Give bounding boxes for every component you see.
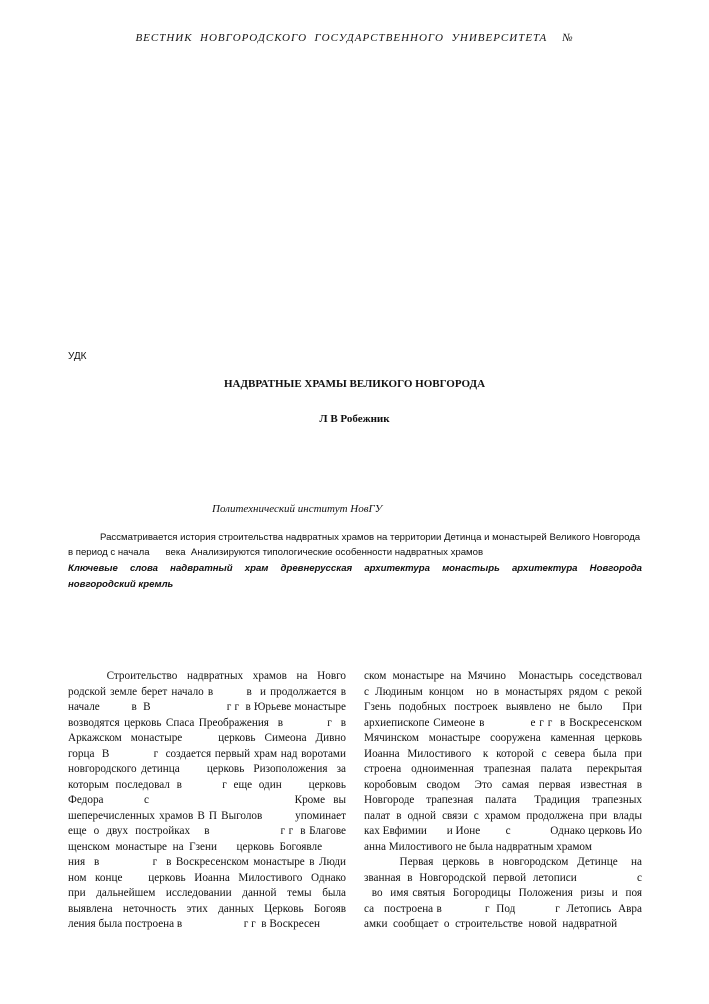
body-column-left [68,669,346,933]
body-text-line: анна Милостивого не была надвратным храмом [364,840,592,853]
abstract-line: в период с начала века Анализируются типологические особенности надвратных храмов [68,547,484,558]
keywords-line: Ключевые слова надвратный храм древнерусская архитектура монастырь архитектура Новгорода [68,563,642,574]
body-text-line: архиепископе Симеоне в е г г в Воскресенском [364,716,642,729]
body-text-line: возводятся церковь Спаса Преображения в г в [68,716,346,729]
body-text-line: коробовым сводом Это самая первая известная в [364,778,642,791]
body-text-line: шеперечисленных храмов В П Выголов упоминает [68,809,346,822]
author-name: Л В Робежник [319,413,390,425]
body-text-line: новгородского детинца церковь Ризоположения за [68,763,346,775]
body-column-right [364,669,642,933]
body-text-line: еще о двух постройках в г г в Благове [68,825,346,837]
udk-label: УДК [68,351,87,362]
body-text-line: Иоанна Милостивого к которой с севера была при [364,747,642,760]
body-text-line: выявлена неточность этих данных Церковь Богояв [68,902,346,915]
body-text-line: с Людиным концом но в монастырях рядом с рекой [364,685,642,698]
body-text-line: ках Евфимии и Ионе с Однако церковь Ио [364,825,642,837]
body-text-line: Аркажском монастыре церковь Симеона Дивно [68,732,346,744]
body-text-line: которым последовал в г еще один церковь [68,778,346,791]
body-text-line: Мячинском монастыре сооружена каменная церковь [364,732,642,744]
body-text-line: ном конце церковь Иоанна Милостивого Однако [68,871,346,884]
running-header: ВЕСТНИК НОВГОРОДСКОГО ГОСУДАРСТВЕННОГО УНИВЕРСИТЕТА № [135,32,574,44]
abstract-line: Рассматривается история строительства надвратных храмов на территории Детинца и монастырей Великого Новгорода [100,532,641,543]
body-text-line: горца В г создается первый храм над воротами [68,747,346,760]
body-text-line: начале в В г г в Юрьеве монастыре [68,701,346,713]
body-text-line: са построена в г Под г Летопись Авра [364,902,642,915]
body-text-line: Новгороде трапезная палата Традиция трапезных [364,794,642,806]
affiliation: Политехнический институт НовГУ [212,503,383,515]
body-text-line: Строительство надвратных храмов на Новго [68,670,346,682]
keywords-line: новгородский кремль [68,579,174,590]
body-text-line: родской земле берет начало в в и продолжается в [68,685,346,698]
body-text-line: Первая церковь в новгородском Детинце на [364,856,642,868]
article-title: НАДВРАТНЫЕ ХРАМЫ ВЕЛИКОГО НОВГОРОДА [223,378,486,390]
body-text-line: палат в одной связи с храмом продолжена при влады [364,809,642,822]
body-text-line: амки сообщает о строительстве новой надвратной [364,918,618,930]
body-text-line: во имя святыя Богородицы Положения ризы и поя [364,887,642,899]
body-text-line: ском монастыре на Мячино Монастырь соседствовал [364,670,642,682]
body-text-line: Федора с Кроме вы [68,794,346,806]
body-text-line: строена одноименная трапезная палата перекрытая [364,763,642,775]
body-text-line: ния в г в Воскресенском монастыре в Люди [68,856,346,868]
body-text-line: званная в Новгородской первой летописи с [364,871,642,884]
body-text-line: Гзень подобных построек выявлено не было При [364,701,642,713]
body-text-line: щенском монастыре на Гзени церковь Богоявле [68,840,323,853]
body-text-line: ления была построена в г г в Воскресен [68,918,320,930]
body-text-line: при дальнейшем исследовании данной темы была [68,887,346,899]
